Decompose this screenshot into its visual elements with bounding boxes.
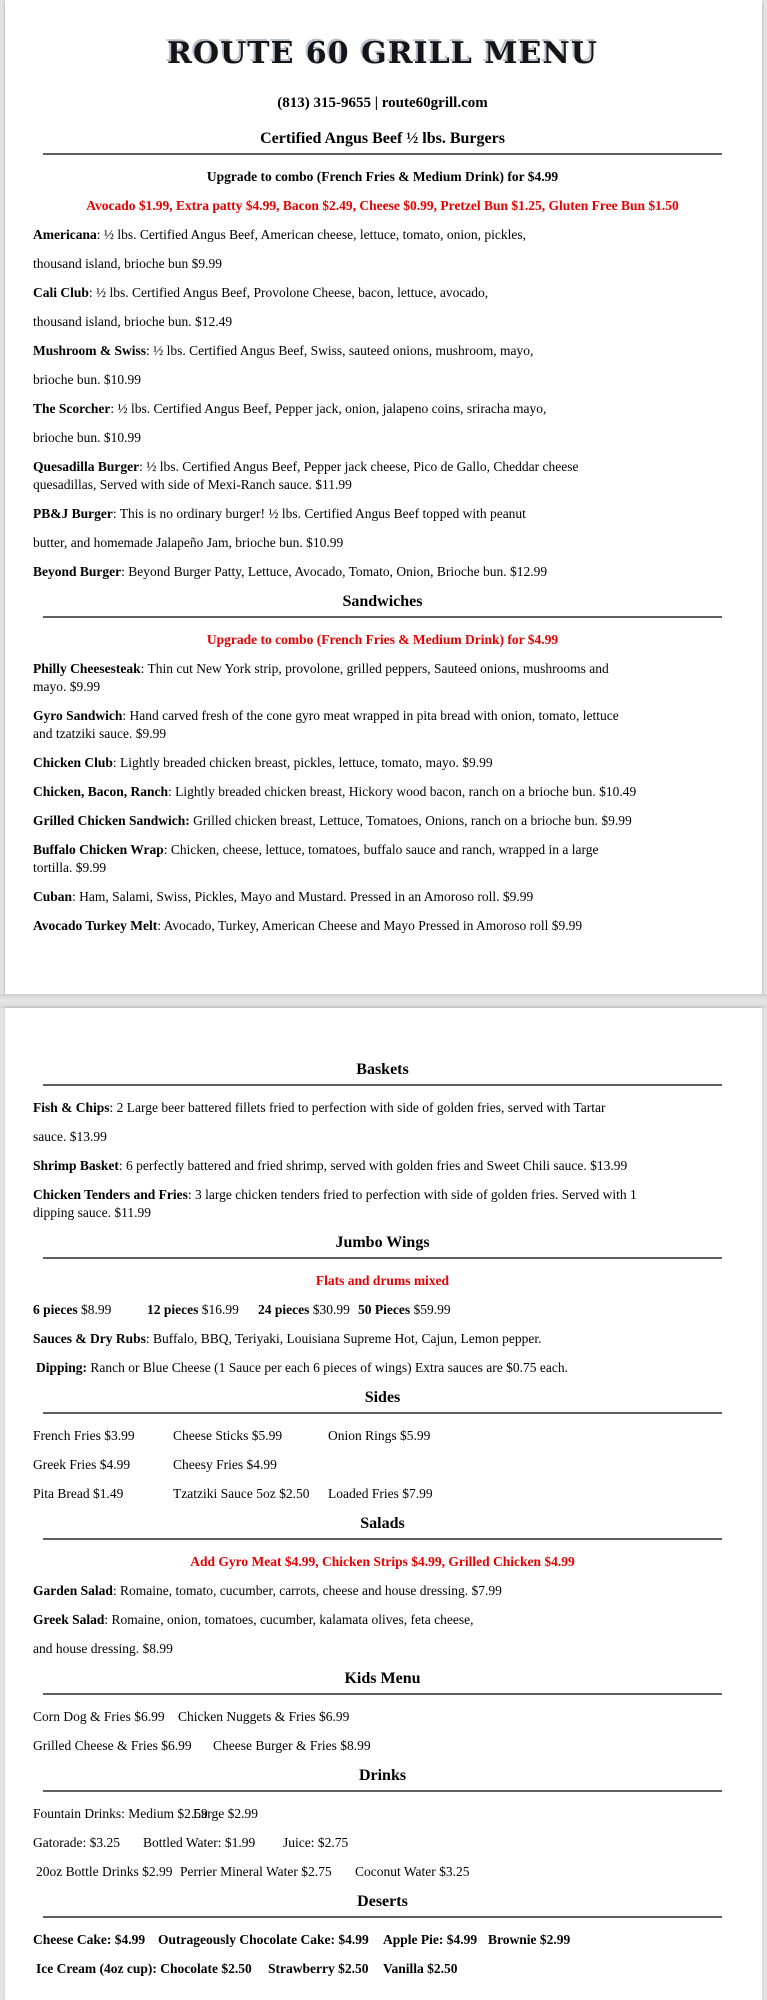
menu-item-line: Beyond Burger: Beyond Burger Patty, Lettuce, Avocado, Tomato, Onion, Brioche bun. $12.99 [33, 564, 548, 579]
menu-item-name: Shrimp Basket [33, 1158, 119, 1173]
menu-item-line: Quesadilla Burger: ½ lbs. Certified Angus Beef, Pepper jack cheese, Pico de Gallo, Cheddar cheese [33, 459, 579, 474]
menu-item-name: Garden Salad [33, 1583, 113, 1598]
menu-item [33, 226, 732, 273]
menu-row-cell: 24 pieces $30.99 [258, 1302, 350, 1317]
section-salads [33, 1514, 732, 1658]
menu-item-line: butter, and homemade Jalapeño Jam, brioche bun. $10.99 [33, 535, 344, 550]
page-2 [5, 1008, 762, 2000]
menu-row-cell: Tzatziki Sauce 5oz $2.50 [173, 1486, 310, 1501]
menu-row-cell-label: 24 pieces [258, 1302, 310, 1317]
menu-item-line: Buffalo Chicken Wrap: Chicken, cheese, lettuce, tomatoes, buffalo sauce and ranch, wrapped in a large [33, 842, 599, 857]
page-1 [5, 0, 762, 994]
menu-row-cell: Greek Fries $4.99 [33, 1457, 131, 1472]
section-divider [43, 1693, 722, 1695]
section-heading: Baskets [356, 1061, 409, 1078]
menu-item-name: Philly Cheesesteak [33, 661, 141, 676]
menu-item-line: Chicken, Bacon, Ranch: Lightly breaded chicken breast, Hickory wood bacon, ranch on a brioche bun. $10.49 [33, 784, 637, 799]
menu-row-cell-label: Cheese Cake: $4.99 [33, 1932, 146, 1947]
menu-row-cell: Large $2.99 [193, 1806, 258, 1821]
menu-row [33, 1834, 732, 1852]
menu-row [33, 1805, 732, 1823]
menu-row-cell [488, 1931, 570, 1949]
menu-item-line: Gyro Sandwich: Hand carved fresh of the cone gyro meat wrapped in pita bread with onion, tomato, lettuce [33, 708, 619, 723]
menu-row-cell: Coconut Water $3.25 [355, 1864, 470, 1879]
section-heading: Kids Menu [344, 1670, 421, 1687]
menu-item-line: quesadillas, Served with side of Mexi-Ranch sauce. $11.99 [33, 477, 352, 492]
menu-row-cell: Fountain Drinks: Medium $2.59 [33, 1806, 208, 1821]
menu-item-name: Greek Salad [33, 1612, 105, 1627]
menu-item-line: The Scorcher: ½ lbs. Certified Angus Beef, Pepper jack, onion, jalapeno coins, sriracha mayo, [33, 401, 547, 416]
menu-item-line: Garden Salad: Romaine, tomato, cucumber, carrots, cheese and house dressing. $7.99 [33, 1583, 502, 1598]
section-certified-angus-beef-lbs-burgers [33, 129, 732, 581]
menu-item [33, 400, 732, 447]
menu-item-line: thousand island, brioche bun. $12.49 [33, 314, 233, 329]
menu-item-line: Sauces & Dry Rubs: Buffalo, BBQ, Teriyaki, Louisiana Supreme Hot, Cajun, Lemon pepper. [33, 1331, 542, 1346]
menu-row-cell: Pita Bread $1.49 [33, 1486, 124, 1501]
contact-line: (813) 315-9655 | route60grill.com [277, 95, 488, 111]
menu-item [33, 1359, 732, 1377]
menu-row-cell-label: Ice Cream (4oz cup): Chocolate $2.50 [36, 1961, 252, 1976]
section-drinks [33, 1766, 732, 1881]
section-divider [43, 1916, 722, 1918]
page-gap [0, 994, 767, 1008]
menu-item [33, 660, 732, 696]
menu-item [33, 812, 732, 830]
menu-row-cell: Chicken Nuggets & Fries $6.99 [178, 1709, 350, 1724]
section-kids-menu [33, 1669, 732, 1755]
menu-item-name: Chicken, Bacon, Ranch [33, 784, 169, 799]
menu-item-line: mayo. $9.99 [33, 679, 101, 694]
menu-row [33, 1485, 732, 1503]
menu-row [33, 1456, 732, 1474]
menu-item-line: Philly Cheesesteak: Thin cut New York strip, provolone, grilled peppers, Sauteed onions, mushrooms and [33, 661, 609, 676]
menu-item-line: PB&J Burger: This is no ordinary burger! ½ lbs. Certified Angus Beef topped with peanut [33, 506, 526, 521]
section-baskets [33, 1060, 732, 1222]
section-heading: Jumbo Wings [335, 1234, 430, 1251]
menu-item-line: Cuban: Ham, Salami, Swiss, Pickles, Mayo and Mustard. Pressed in an Amoroso roll. $9.99 [33, 889, 534, 904]
menu-row-cell-label: Vanilla $2.50 [383, 1961, 458, 1976]
menu-row-cell: Cheese Sticks $5.99 [173, 1428, 283, 1443]
menu-item-line: Chicken Club: Lightly breaded chicken breast, pickles, lettuce, tomato, mayo. $9.99 [33, 755, 493, 770]
menu-row-cell [158, 1931, 369, 1949]
page-2-sections [33, 1060, 732, 1978]
menu-item-name: Chicken Tenders and Fries [33, 1187, 188, 1202]
menu-row-cell: Corn Dog & Fries $6.99 [33, 1709, 165, 1724]
menu-row-cell [33, 1931, 145, 1949]
menu-row [33, 1708, 732, 1726]
menu-item-name: Avocado Turkey Melt [33, 918, 158, 933]
menu-row-cell: Grilled Cheese & Fries $6.99 [33, 1738, 192, 1753]
menu-item [33, 1157, 732, 1175]
menu-item-name: Fish & Chips [33, 1100, 110, 1115]
menu-row [33, 1301, 732, 1319]
section-heading: Sides [364, 1389, 401, 1406]
menu-item-name: The Scorcher [33, 401, 111, 416]
menu-row-cell: 12 pieces $16.99 [147, 1302, 239, 1317]
menu-row-cell: Onion Rings $5.99 [328, 1428, 431, 1443]
menu-item-line: Chicken Tenders and Fries: 3 large chicken tenders fried to perfection with side of golden fries. Served with 1 [33, 1187, 637, 1202]
menu-item-name: Sauces & Dry Rubs [33, 1331, 146, 1346]
section-heading: Certified Angus Beef ½ lbs. Burgers [260, 130, 505, 147]
menu-row-cell: Bottled Water: $1.99 [143, 1835, 256, 1850]
menu-row-cell-label: Apple Pie: $4.99 [383, 1932, 478, 1947]
menu-row-cell-label: 12 pieces [147, 1302, 199, 1317]
menu-item-name: Chicken Club [33, 755, 113, 770]
section-sandwiches [33, 592, 732, 935]
menu-row-cell: Cheese Burger & Fries $8.99 [213, 1738, 371, 1753]
menu-row-cell [383, 1960, 458, 1978]
menu-item [33, 563, 732, 581]
menu-item [33, 841, 732, 877]
section-divider [43, 1412, 722, 1414]
menu-item [33, 1099, 732, 1146]
menu-item-name: Grilled Chicken Sandwich: [33, 813, 190, 828]
menu-row-cell: 50 Pieces $59.99 [358, 1302, 451, 1317]
menu-row-cell-label: 50 Pieces [358, 1302, 411, 1317]
section-divider [43, 1084, 722, 1086]
menu-row-cell: French Fries $3.99 [33, 1428, 135, 1443]
menu-item [33, 917, 732, 935]
menu-row [33, 1931, 732, 1949]
restaurant-title: ROUTE 60 GRILL MENU [167, 36, 598, 71]
menu-item-line: Greek Salad: Romaine, onion, tomatoes, cucumber, kalamata olives, feta cheese, [33, 1612, 474, 1627]
section-sides [33, 1388, 732, 1503]
section-deserts [33, 1892, 732, 1978]
menu-row-cell: Cheesy Fries $4.99 [173, 1457, 277, 1472]
menu-item-line: Shrimp Basket: 6 perfectly battered and fried shrimp, served with golden fries and Sweet Chili sauce. $13.99 [33, 1158, 628, 1173]
menu-item [33, 1611, 732, 1658]
menu-item-line: Americana: ½ lbs. Certified Angus Beef, American cheese, lettuce, tomato, onion, pickles, [33, 227, 526, 242]
menu-item-name: Beyond Burger [33, 564, 122, 579]
menu-item-line: Grilled Chicken Sandwich: Grilled chicken breast, Lettuce, Tomatoes, Onions, ranch on a brioche bun. $9.99 [33, 813, 632, 828]
section-divider [43, 616, 722, 618]
menu-item [33, 458, 732, 494]
menu-row-cell [383, 1931, 477, 1949]
menu-item-line: Cali Club: ½ lbs. Certified Angus Beef, Provolone Cheese, bacon, lettuce, avocado, [33, 285, 489, 300]
menu-item [33, 1186, 732, 1222]
menu-item [33, 1582, 732, 1600]
menu-row-cell: Juice: $2.75 [283, 1835, 349, 1850]
menu-item-line: tortilla. $9.99 [33, 860, 107, 875]
menu-row [33, 1863, 732, 1881]
section-heading: Sandwiches [342, 593, 423, 610]
menu-item-name: Cali Club [33, 285, 89, 300]
menu-item [33, 783, 732, 801]
menu-row-cell [268, 1960, 368, 1978]
menu-item-line: thousand island, brioche bun $9.99 [33, 256, 222, 271]
menu-item-line: and tzatziki sauce. $9.99 [33, 726, 167, 741]
section-divider [43, 153, 722, 155]
menu-item-name: Mushroom & Swiss [33, 343, 147, 358]
menu-row-cell-label: Brownie $2.99 [488, 1932, 571, 1947]
section-divider [43, 1257, 722, 1259]
menu-row-cell: Loaded Fries $7.99 [328, 1486, 433, 1501]
section-divider [43, 1538, 722, 1540]
menu-item [33, 1330, 732, 1348]
menu-row-cell-label: Strawberry $2.50 [268, 1961, 369, 1976]
menu-item [33, 284, 732, 331]
addon-note: Avocado $1.99, Extra patty $4.99, Bacon $2.49, Cheese $0.99, Pretzel Bun $1.25, Gluten Free Bun $1.50 [86, 198, 679, 213]
menu-item [33, 754, 732, 772]
menu-item-line: sauce. $13.99 [33, 1129, 107, 1144]
menu-row-cell: Perrier Mineral Water $2.75 [180, 1864, 332, 1879]
menu-item-line: Avocado Turkey Melt: Avocado, Turkey, American Cheese and Mayo Pressed in Amoroso roll $9.99 [33, 918, 583, 933]
menu-row-cell: 20oz Bottle Drinks $2.99 [36, 1864, 173, 1879]
section-heading: Deserts [357, 1893, 408, 1910]
menu-item-line: brioche bun. $10.99 [33, 372, 141, 387]
menu-row-cell [36, 1960, 252, 1978]
menu-item-line: and house dressing. $8.99 [33, 1641, 173, 1656]
menu-row [33, 1427, 732, 1445]
section-jumbo-wings [33, 1233, 732, 1377]
menu-item-name: PB&J Burger [33, 506, 113, 521]
menu-item-line: Dipping: Ranch or Blue Cheese (1 Sauce per each 6 pieces of wings) Extra sauces are $0.75 each. [36, 1360, 568, 1375]
menu-item [33, 505, 732, 552]
menu-row-cell-label: 6 pieces [33, 1302, 78, 1317]
menu-item-line: dipping sauce. $11.99 [33, 1205, 151, 1220]
menu-item-name: Buffalo Chicken Wrap [33, 842, 164, 857]
menu-item-name: Americana [33, 227, 97, 242]
combo-note: Upgrade to combo (French Fries & Medium Drink) for $4.99 [206, 169, 559, 184]
menu-row [33, 1737, 732, 1755]
page-1-sections [33, 129, 732, 935]
section-divider [43, 1790, 722, 1792]
menu-item-name: Gyro Sandwich [33, 708, 123, 723]
addon-note: Flats and drums mixed [315, 1273, 450, 1288]
menu-item-line: Mushroom & Swiss: ½ lbs. Certified Angus Beef, Swiss, sauteed onions, mushroom, mayo, [33, 343, 534, 358]
menu-row [33, 1960, 732, 1978]
menu-item-name: Dipping: [36, 1360, 88, 1375]
addon-note: Add Gyro Meat $4.99, Chicken Strips $4.99, Grilled Chicken $4.99 [190, 1554, 575, 1569]
addon-note: Upgrade to combo (French Fries & Medium Drink) for $4.99 [206, 632, 559, 647]
menu-row-cell-label: Outrageously Chocolate Cake: $4.99 [158, 1932, 369, 1947]
menu-item [33, 342, 732, 389]
menu-item-name: Quesadilla Burger [33, 459, 140, 474]
menu-item-line: brioche bun. $10.99 [33, 430, 141, 445]
section-heading: Salads [360, 1515, 405, 1532]
section-heading: Drinks [358, 1767, 407, 1784]
menu-row-cell: Gatorade: $3.25 [33, 1835, 120, 1850]
menu-item [33, 888, 732, 906]
menu-item-name: Cuban [33, 889, 73, 904]
menu-item [33, 707, 732, 743]
menu-item-line: Fish & Chips: 2 Large beer battered fillets fried to perfection with side of golden fries, served with Tartar [33, 1100, 606, 1115]
menu-row-cell: 6 pieces $8.99 [33, 1302, 112, 1317]
